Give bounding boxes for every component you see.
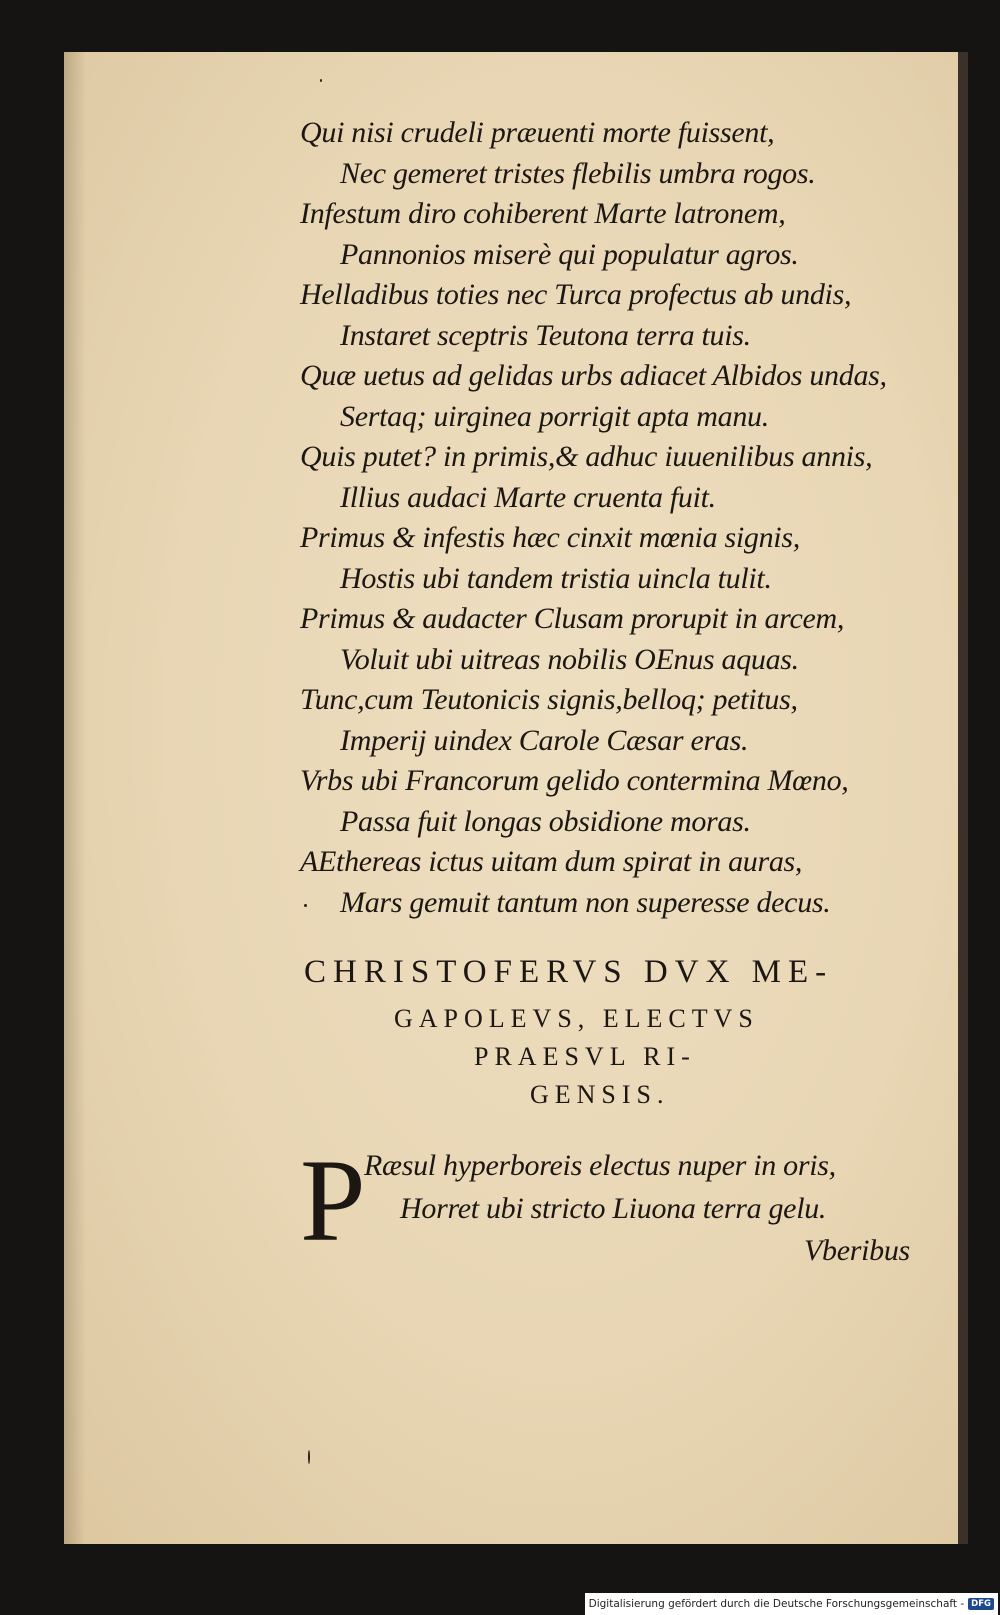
verse-line: Primus & audacter Clusam prorupit in arcem, [300,602,845,635]
verse-line: Tunc,cum Teutonicis signis,belloq; petitus, [300,683,798,716]
heading-line: GAPOLEVS, ELECTVS [394,1004,759,1033]
verse-line: Helladibus toties nec Turca profectus ab undis, [300,278,852,311]
verse-line: Quis putet? in primis,& adhuc iuuenilibus annis, [300,440,873,473]
dfg-logo-icon: DFG [968,1598,994,1610]
poem-line: Horret ubi stricto Liuona terra gelu. [400,1192,827,1225]
verse-line: Mars gemuit tantum non superesse decus. [340,886,831,919]
verse-line: Nec gemeret tristes flebilis umbra rogos. [340,157,816,190]
heading-line: GENSIS. [530,1080,670,1109]
verse-line: Passa fuit longas obsidione moras. [340,805,751,838]
verse-line: Infestum diro cohiberent Marte latronem, [300,197,786,230]
verse-line: AEthereas ictus uitam dum spirat in auras, [300,845,803,878]
verse-line: Sertaq; uirginea porrigit apta manu. [340,400,769,433]
verse-line: Pannonios miserè qui populatur agros. [340,238,799,271]
ink-speck [304,904,307,907]
verse-line: Instaret sceptris Teutona terra tuis. [340,319,751,352]
heading-line: CHRISTOFERVS DVX ME- [304,954,834,990]
verse-line: Qui nisi crudeli præuenti morte fuissent, [300,116,775,149]
drop-cap: P [300,1135,366,1266]
verse-line: Quæ uetus ad gelidas urbs adiacet Albidos undas, [300,359,887,392]
credit-text: Digitalisierung gefördert durch die Deutsche Forschungsgemeinschaft - [588,1598,965,1610]
catchword: Vberibus [804,1234,910,1267]
ink-speck [308,1450,310,1464]
verse-line: Imperij uindex Carole Cæsar eras. [340,724,749,757]
verse-line: Illius audaci Marte cruenta fuit. [340,481,716,514]
verse-line: Voluit ubi uitreas nobilis OEnus aquas. [340,643,799,676]
ink-speck [320,79,322,82]
digitization-credit [585,1593,998,1615]
verse-line: Hostis ubi tandem tristia uincla tulit. [340,562,772,595]
heading-line: PRAESVL RI- [474,1042,696,1071]
verse-line: Vrbs ubi Francorum gelido contermina Mœno, [300,764,849,797]
verse-line: Primus & infestis hæc cinxit mœnia signis, [300,521,800,554]
book-page [64,52,968,1544]
poem-line: Ræsul hyperboreis electus nuper in oris, [364,1149,836,1182]
